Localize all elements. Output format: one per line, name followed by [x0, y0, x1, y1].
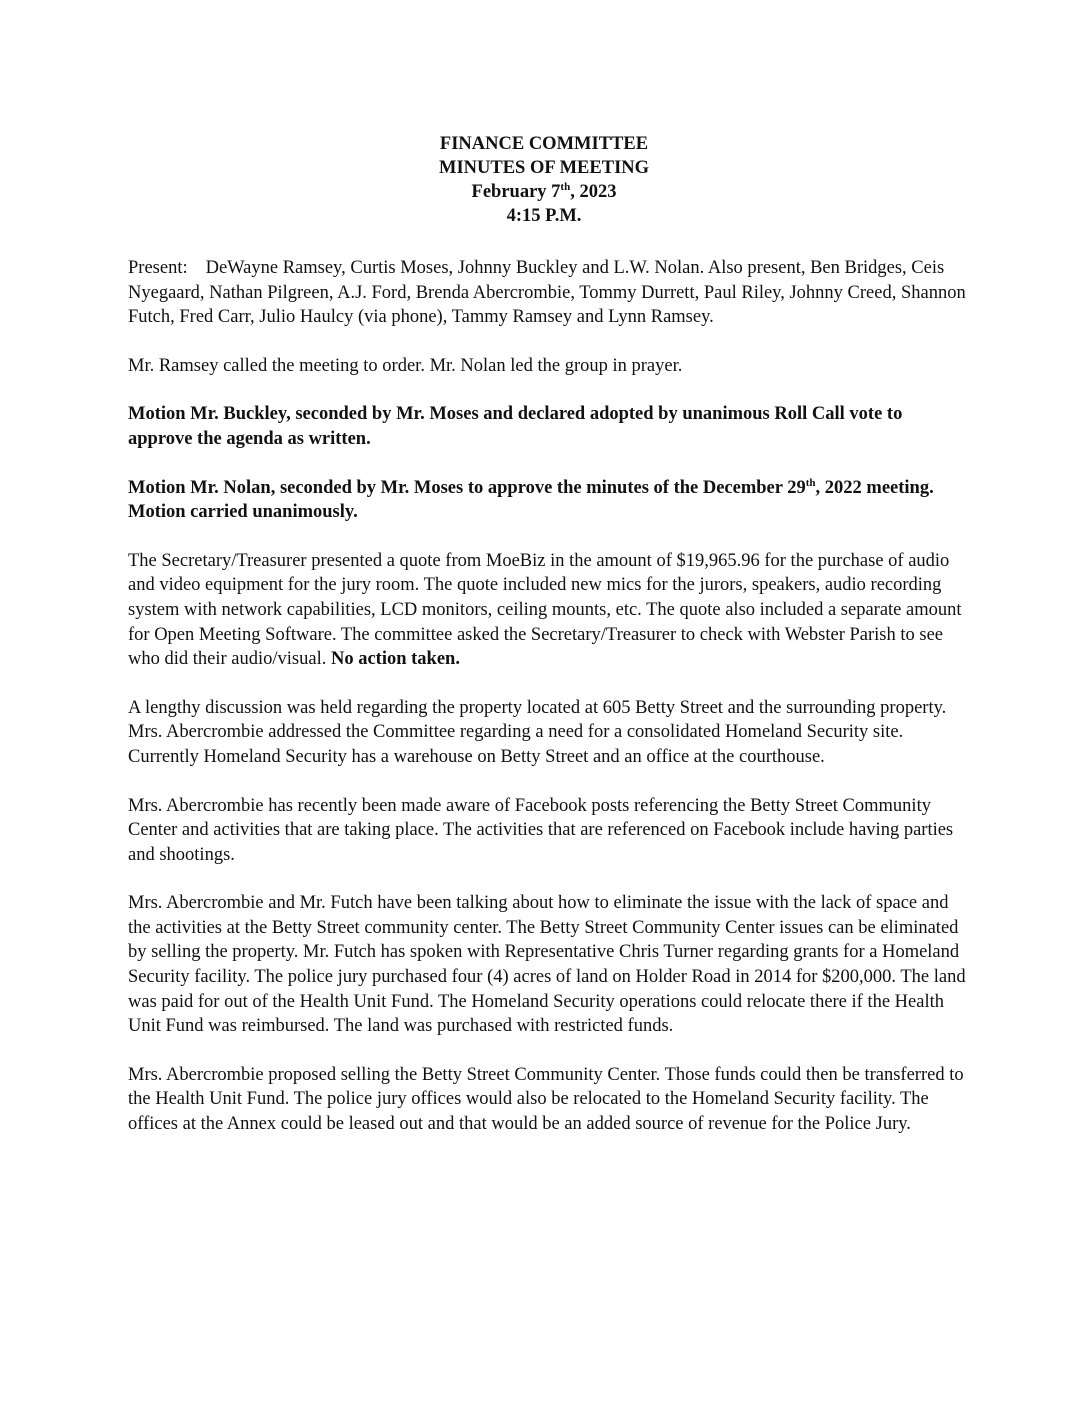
space-issue-paragraph: Mrs. Abercrombie and Mr. Futch have been talking about how to eliminate the issue with the lack of space and the activities at the Betty Street community center. The Betty Street Community Center issues can be eliminated by selling the property. Mr. Futch has spoken with Representative Chris Turner regarding grants for a Homeland Security facility. The police jury purchased four (4) acres of land on Holder Road in 2014 for $200,000. The land was paid for out of the Health Unit Fund. The Homeland Security operations could relocate there if the Health Unit Fund was reimbursed. The land was purchased with restricted funds.: [128, 893, 966, 1037]
present-list: DeWayne Ramsey, Curtis Moses, Johnny Buckley and L.W. Nolan. Also present, Ben Bridges, Ceis Nyegaard, Nathan Pilgreen, A.J. Ford, Brenda Abercrombie, Tommy Durrett, Paul Riley, Johnny Creed, Shannon Futch, Fred Carr, Julio Haulcy (via phone), Tammy Ramsey and Lynn Ramsey.: [128, 258, 966, 328]
meeting-date-year: , 2023: [570, 182, 617, 202]
document-body: [128, 256, 968, 1161]
present-paragraph: [128, 256, 968, 330]
call-to-order-paragraph: Mr. Ramsey called the meeting to order. Mr. Nolan led the group in prayer.: [128, 355, 683, 376]
committee-title: FINANCE COMMITTEE: [439, 134, 649, 154]
present-label: Present:: [128, 258, 188, 278]
facebook-paragraph: Mrs. Abercrombie has recently been made aware of Facebook posts referencing the Betty Street Community Center and activities that are taking place. The activities that are referenced on Facebook include having parties and shootings.: [128, 795, 954, 865]
motion-minutes-result: , 2022 meeting. Motion carried unanimously.: [128, 477, 934, 523]
meeting-time: 4:15 P.M.: [506, 206, 582, 226]
meeting-date-suffix: th: [560, 180, 571, 193]
betty-street-paragraph: A lengthy discussion was held regarding the property located at 605 Betty Street and the surrounding property. Mrs. Abercrombie addressed the Committee regarding a need for a consolidated Homeland Security site. Currently Homeland Security has a warehouse on Betty Street and an office at the courthouse.: [128, 697, 947, 767]
motion-minutes-suffix: th: [805, 476, 816, 489]
motion-minutes-text: Motion Mr. Nolan, seconded by Mr. Moses to approve the minutes of the December 29: [128, 477, 806, 498]
moebiz-quote-text: The Secretary/Treasurer presented a quote from MoeBiz in the amount of $19,965.96 for the purchase of audio and video equipment for the jury room. The quote included new mics for the jurors, speakers, audio recording system with network capabilities, LCD monitors, ceiling mounts, etc. The quote also included a separate amount for Open Meeting Software. The committee asked the Secretary/Treasurer to check with Webster Parish to see who did their audio/visual.: [128, 550, 962, 670]
motion-minutes-paragraph: [128, 476, 968, 525]
motion-agenda-paragraph: Motion Mr. Buckley, seconded by Mr. Moses and declared adopted by unanimous Roll Call vote to approve the agenda as written.: [128, 404, 903, 449]
proposal-paragraph: Mrs. Abercrombie proposed selling the Betty Street Community Center. Those funds could then be transferred to the Health Unit Fund. The police jury offices would also be relocated to the Homeland Security facility. The offices at the Annex could be leased out and that would be an added source of revenue for the Police Jury.: [128, 1064, 964, 1135]
meeting-date-main: February 7: [471, 182, 561, 202]
minutes-title: MINUTES OF MEETING: [438, 158, 650, 178]
moebiz-quote-paragraph: [128, 549, 968, 672]
meeting-date: [0, 180, 1088, 204]
document-header: [0, 132, 1088, 228]
moebiz-action-text: No action taken.: [330, 649, 460, 670]
